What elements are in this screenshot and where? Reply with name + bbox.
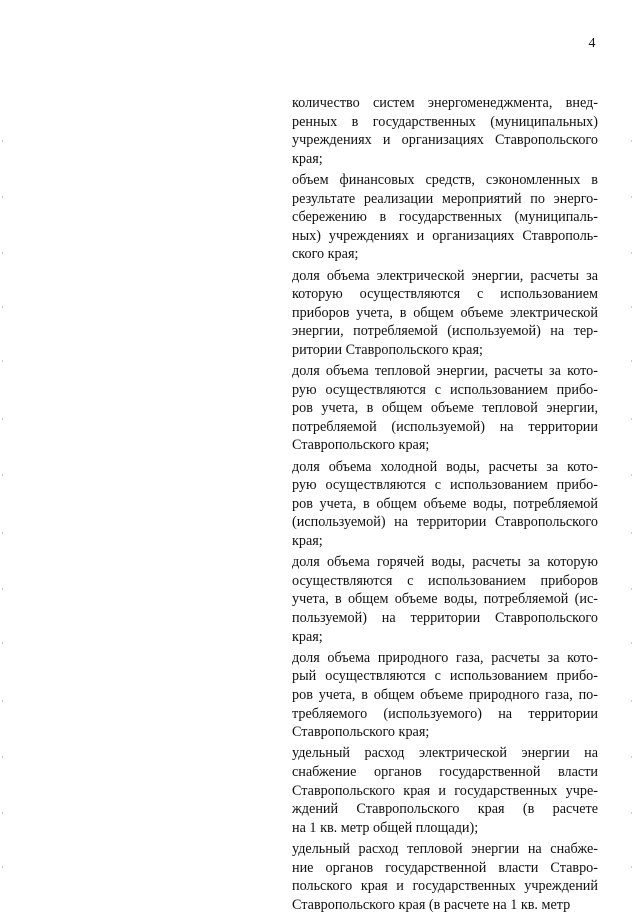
list-item: [292, 362, 598, 455]
list-item: [292, 553, 598, 646]
text-line: доля объема природного газа, расчеты за кото-: [292, 649, 598, 666]
text-line: доля объема горячей воды, расчеты за которую: [292, 554, 598, 571]
text-line: края;: [292, 533, 323, 550]
text-line: которую осуществляются с использованием: [292, 286, 598, 303]
text-line: сбережению в государственных (муниципаль-: [292, 209, 598, 226]
list-item: [292, 744, 598, 837]
text-line: Ставропольского края (в расчете на 1 кв. метр: [292, 896, 571, 913]
text-line: приборов учета, в общем объеме электрической: [292, 304, 598, 321]
text-line: ского края;: [292, 246, 359, 263]
text-line: Ставропольского края и государственных учре-: [292, 782, 598, 799]
text-line: учреждениях и организациях Ставропольского: [292, 132, 598, 149]
text-line: Ставропольского края;: [292, 724, 430, 741]
text-line: на 1 кв. метр общей площади);: [292, 819, 479, 836]
list-item: [292, 458, 598, 551]
text-line: рый осуществляются с использованием прибо-: [292, 668, 598, 685]
text-line: пользуемой) на территории Ставропольского: [292, 610, 598, 626]
text-line: ров учета, в общем объеме тепловой энергии,: [292, 400, 598, 417]
text-line: Ставропольского края;: [292, 437, 430, 454]
list-item: [292, 649, 598, 742]
text-line: учета, в общем объеме воды, потребляемой (ис-: [292, 591, 598, 608]
text-line: осуществляются с использованием приборов: [292, 572, 598, 589]
text-line: края;: [292, 628, 323, 645]
text-line: энергии, потребляемой (используемой) на тер-: [292, 323, 598, 340]
text-line: края;: [292, 150, 323, 167]
list-item: [292, 840, 598, 914]
text-column: [292, 94, 598, 914]
text-line: доля объема холодной воды, расчеты за кото-: [292, 458, 598, 475]
text-line: польского края и государственных учреждений: [292, 878, 598, 895]
scan-edge-marks-left: [2, 0, 5, 905]
list-item: [292, 171, 598, 264]
text-line: ждений Ставропольского края (в расчете: [292, 801, 598, 818]
text-line: потребляемой (используемой) на территории: [292, 418, 598, 435]
text-line: рую осуществляются с использованием прибо-: [292, 477, 598, 494]
list-item: [292, 267, 598, 360]
text-line: доля объема тепловой энергии, расчеты за кото-: [292, 363, 598, 380]
text-line: ние органов государственной власти Ставро-: [292, 859, 598, 876]
text-line: ренных в государственных (муниципальных): [292, 113, 598, 130]
text-line: количество систем энергоменеджмента, внед-: [292, 95, 598, 111]
text-line: требляемого (используемого) на территории: [292, 705, 598, 722]
page-number: 4: [588, 36, 596, 51]
text-line: снабжение органов государственной власти: [292, 763, 598, 780]
text-line: рую осуществляются с использованием прибо-: [292, 381, 598, 398]
text-line: (используемой) на территории Ставропольского: [292, 514, 598, 531]
text-line: удельный расход электрической энергии на: [292, 745, 598, 762]
text-line: ров учета, в общем объеме воды, потребляемой: [292, 495, 598, 512]
text-line: удельный расход тепловой энергии на снабже-: [292, 840, 598, 857]
text-line: ных) учреждениях и организациях Ставрополь-: [292, 227, 598, 244]
scan-edge-marks-right: [631, 0, 634, 905]
text-line: ритории Ставропольского края;: [292, 341, 483, 358]
text-line: результате реализации мероприятий по энерго-: [292, 190, 598, 207]
text-line: ров учета, в общем объеме природного газа, по-: [292, 686, 598, 703]
text-line: объем финансовых средств, сэкономленных в: [292, 171, 598, 188]
text-line: доля объема электрической энергии, расчеты за: [292, 267, 598, 284]
list-item: [292, 94, 598, 168]
